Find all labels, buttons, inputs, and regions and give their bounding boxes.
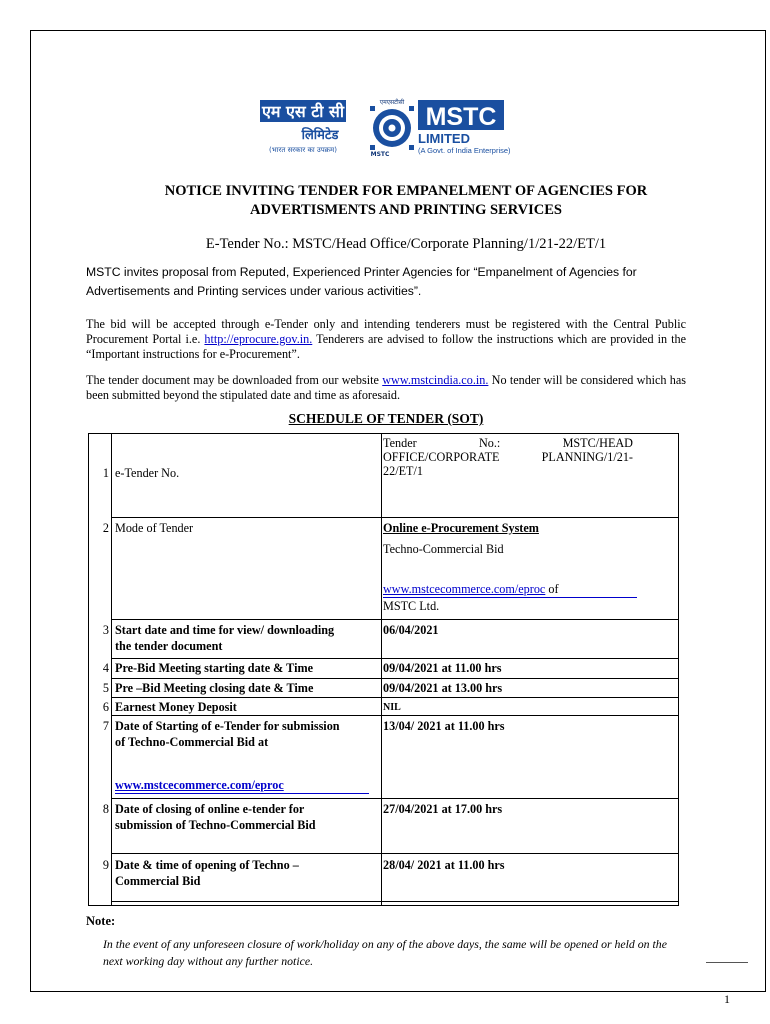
row-number: 4	[102, 661, 109, 675]
para2-text-after: No tender will be considered which has been submitted beyond the stipulated date and time as aforesaid.	[86, 373, 686, 402]
row-label-line: Date of closing of online e-tender for	[115, 802, 305, 816]
para1-text-before: The bid will be accepted through e-Tender only and intending tenderers must be registered with the Central Public Procurement Portal i.e.	[86, 317, 686, 346]
bid-acceptance-paragraph	[86, 317, 686, 362]
row-label	[115, 718, 340, 750]
row-value-suffix: of	[545, 582, 559, 596]
row-value: Techno-Commercial Bid	[383, 542, 504, 556]
title-line-1: NOTICE INVITING TENDER FOR EMPANELMENT OF AGENCIES FOR	[164, 183, 648, 199]
row-label-line: Start date and time for view/ downloading	[115, 623, 335, 637]
row-value: 09/04/2021 at 13.00 hrs	[383, 681, 503, 695]
row-divider	[111, 697, 678, 698]
logo-brand: MSTC	[425, 103, 497, 131]
row-divider	[111, 678, 678, 679]
row-label-line: the tender document	[115, 639, 223, 653]
row-label	[115, 857, 299, 889]
row-number: 1	[102, 466, 109, 480]
row-label-line: Commercial Bid	[115, 874, 201, 888]
row-label	[115, 777, 369, 794]
para1-text-after: Tenderers are advised to follow the instructions which are provided in the “Important instructions for e-Procurement”.	[86, 332, 687, 361]
row-label: Pre –Bid Meeting closing date & Time	[115, 681, 314, 695]
eprocure-link[interactable]: http://eprocure.gov.in.	[204, 332, 313, 346]
tender-value-b: No.:	[478, 436, 501, 450]
row-label-line: Date & time of opening of Techno –	[115, 858, 299, 872]
row-value: MSTC Ltd.	[383, 599, 440, 613]
row-number: 3	[102, 623, 109, 637]
tender-value-c: MSTC/HEAD	[562, 436, 633, 450]
row-divider	[111, 798, 678, 799]
table-col-divider	[111, 434, 112, 905]
row-label-line: Date of Starting of e-Tender for submission	[115, 719, 340, 733]
row-number: 8	[102, 802, 109, 816]
schedule-table	[88, 433, 679, 906]
row-value: NIL	[383, 702, 401, 713]
row-label: Earnest Money Deposit	[115, 700, 237, 714]
row-divider	[111, 853, 678, 854]
footer-rule	[706, 962, 748, 963]
row-value: 09/04/2021 at 11.00 hrs	[383, 661, 502, 675]
row-value: 27/04/2021 at 17.00 hrs	[383, 802, 503, 816]
row-number: 5	[102, 681, 109, 695]
logo-hindi-line2: लिमिटेड	[301, 128, 339, 143]
row-label	[115, 622, 334, 654]
tender-value-a: Tender	[383, 436, 417, 450]
mstc-logo	[258, 98, 518, 158]
tender-number: E-Tender No.: MSTC/Head Office/Corporate Planning/1/21-22/ET/1	[205, 236, 607, 252]
row-value: 13/04/ 2021 at 11.00 hrs	[383, 719, 505, 733]
row-value: 06/04/2021	[383, 623, 439, 637]
row-number: 2	[102, 521, 109, 535]
row-number: 7	[102, 719, 109, 733]
row-label-line: submission of Techno-Commercial Bid	[115, 818, 316, 832]
tender-value-f: 22/ET/1	[383, 464, 423, 478]
title-line-2: ADVERTISMENTS AND PRINTING SERVICES	[249, 202, 562, 218]
logo-hindi-line1: एम एस टी सी	[262, 102, 344, 121]
row-divider	[111, 517, 678, 518]
row-value: Online e-Procurement System	[383, 521, 539, 535]
note-heading: Note:	[86, 914, 116, 928]
table-col-divider	[381, 434, 382, 905]
row-value	[383, 581, 637, 598]
logo-emblem-label: MSTC	[370, 151, 390, 158]
logo-hindi-line3: (भारत सरकार का उपक्रम)	[269, 146, 337, 154]
row-divider	[111, 658, 678, 659]
notice-title	[86, 182, 726, 220]
row-value: 28/04/ 2021 at 11.00 hrs	[383, 858, 505, 872]
page-number: 1	[724, 992, 730, 1006]
row-label: Pre-Bid Meeting starting date & Time	[115, 661, 314, 675]
intro-paragraph: MSTC invites proposal from Reputed, Experienced Printer Agencies for “Empanelment of Agencies for Advertisements and Printing services under various activities”.	[86, 265, 637, 298]
row-divider	[111, 619, 678, 620]
tender-value-d: OFFICE/CORPORATE	[383, 450, 500, 464]
download-paragraph	[86, 373, 686, 403]
row-number: 6	[102, 700, 109, 714]
logo-emblem-top: एमएसटीसी	[379, 99, 405, 106]
tender-value-e: PLANNING/1/21-	[541, 450, 633, 464]
mstcindia-link[interactable]: www.mstcindia.co.in.	[382, 373, 489, 387]
logo-brand-sub: LIMITED	[418, 131, 470, 146]
para2-text-before: The tender document may be downloaded from our website	[86, 373, 383, 387]
row-label-line: of Techno-Commercial Bid at	[115, 735, 269, 749]
logo-brand-tag: (A Govt. of India Enterprise)	[418, 146, 511, 155]
row-label: Mode of Tender	[115, 521, 194, 535]
row-label	[115, 801, 316, 833]
row-divider	[111, 901, 678, 902]
row-label: e-Tender No.	[115, 466, 180, 480]
row-value	[383, 436, 633, 478]
note-text: In the event of any unforeseen closure of work/holiday on any of the above days, the same will be opened or held on the next working day without any further notice.	[103, 937, 667, 968]
row-number: 9	[102, 858, 109, 872]
mstcecommerce-link[interactable]: www.mstcecommerce.com/eproc	[383, 582, 546, 596]
mstcecommerce-eproc-link[interactable]: www.mstcecommerce.com/eproc	[115, 778, 284, 792]
schedule-title: SCHEDULE OF TENDER (SOT)	[288, 411, 484, 426]
